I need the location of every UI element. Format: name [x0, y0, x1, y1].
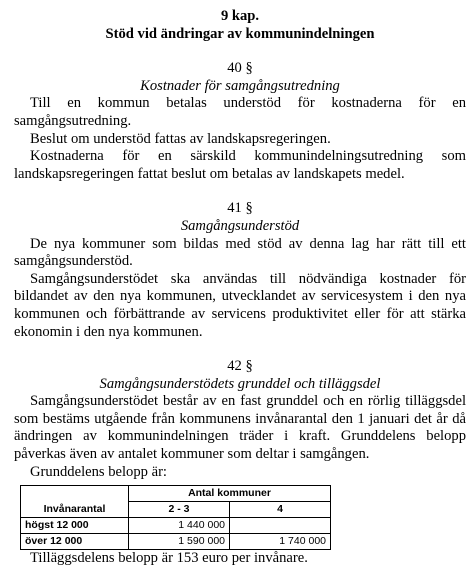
- paragraph: Till en kommun betalas understöd för kostnaderna för en samgångsutredning.: [14, 95, 466, 129]
- paragraph: Samgångsunderstödet ska användas till nödvändiga kostnader för bildandet av den nya kommunen, utvecklandet av servicesystem i den nya kommunen och förbättrande av servicens produktivitet eller för att stärka ekonomin i den nya kommunen.: [14, 270, 466, 340]
- paragraph: Samgångsunderstödet består av en fast grunddel och en rörlig tilläggsdel som bestäms utgående från kommunens invånarantal den 1 januari det år då ändringen av kommunindelningen träder i kraft. Grunddelens belopp påverkas även av antalet kommuner som deltar i samgången.: [14, 393, 466, 463]
- row-label: över 12 000: [21, 534, 129, 550]
- paragraph: Beslut om understöd fattas av landskapsregeringen.: [30, 130, 331, 147]
- paragraph: Grunddelens belopp är:: [30, 463, 167, 480]
- document-page: [14, 8, 466, 568]
- closing-paragraph: Tilläggsdelens belopp är 153 euro per invånare.: [30, 550, 308, 567]
- column-header: 2 - 3: [129, 502, 230, 518]
- table-corner-cell: [21, 486, 129, 502]
- chapter-number: 9 kap.: [220, 8, 260, 24]
- section-title: Samgångsunderstödets grunddel och tilläggsdel: [99, 375, 381, 392]
- paragraph: De nya kommuner som bildas med stöd av denna lag har rätt till ett samgångsunderstöd.: [14, 235, 466, 270]
- group-header: Antal kommuner: [129, 486, 331, 502]
- section-40: [14, 60, 466, 183]
- table-row: [21, 534, 331, 550]
- section-title: Samgångsunderstöd: [180, 217, 300, 234]
- section-41: [14, 200, 466, 341]
- table-cell: 1 440 000: [129, 518, 230, 534]
- section-title: Kostnader för samgångsutredning: [140, 77, 340, 94]
- chapter-title: Stöd vid ändringar av kommunindelningen: [105, 25, 375, 42]
- table-cell: 1 740 000: [230, 534, 331, 550]
- table-header-row: [21, 486, 331, 502]
- paragraph: Kostnaderna för en särskild kommunindelningsutredning som landskapsregeringen fattat beslut om betalas av landskapets medel.: [14, 148, 466, 182]
- table-row: [21, 518, 331, 534]
- section-number: 41 §: [227, 200, 253, 217]
- table-subheader-row: [21, 502, 331, 518]
- section-number: 42 §: [227, 358, 253, 375]
- section-42: [14, 358, 466, 568]
- row-header: Invånarantal: [21, 502, 129, 518]
- column-header: 4: [230, 502, 331, 518]
- amount-table: [20, 485, 331, 550]
- table-cell: [230, 518, 331, 534]
- section-number: 40 §: [227, 60, 253, 77]
- row-label: högst 12 000: [21, 518, 129, 534]
- table-cell: 1 590 000: [129, 534, 230, 550]
